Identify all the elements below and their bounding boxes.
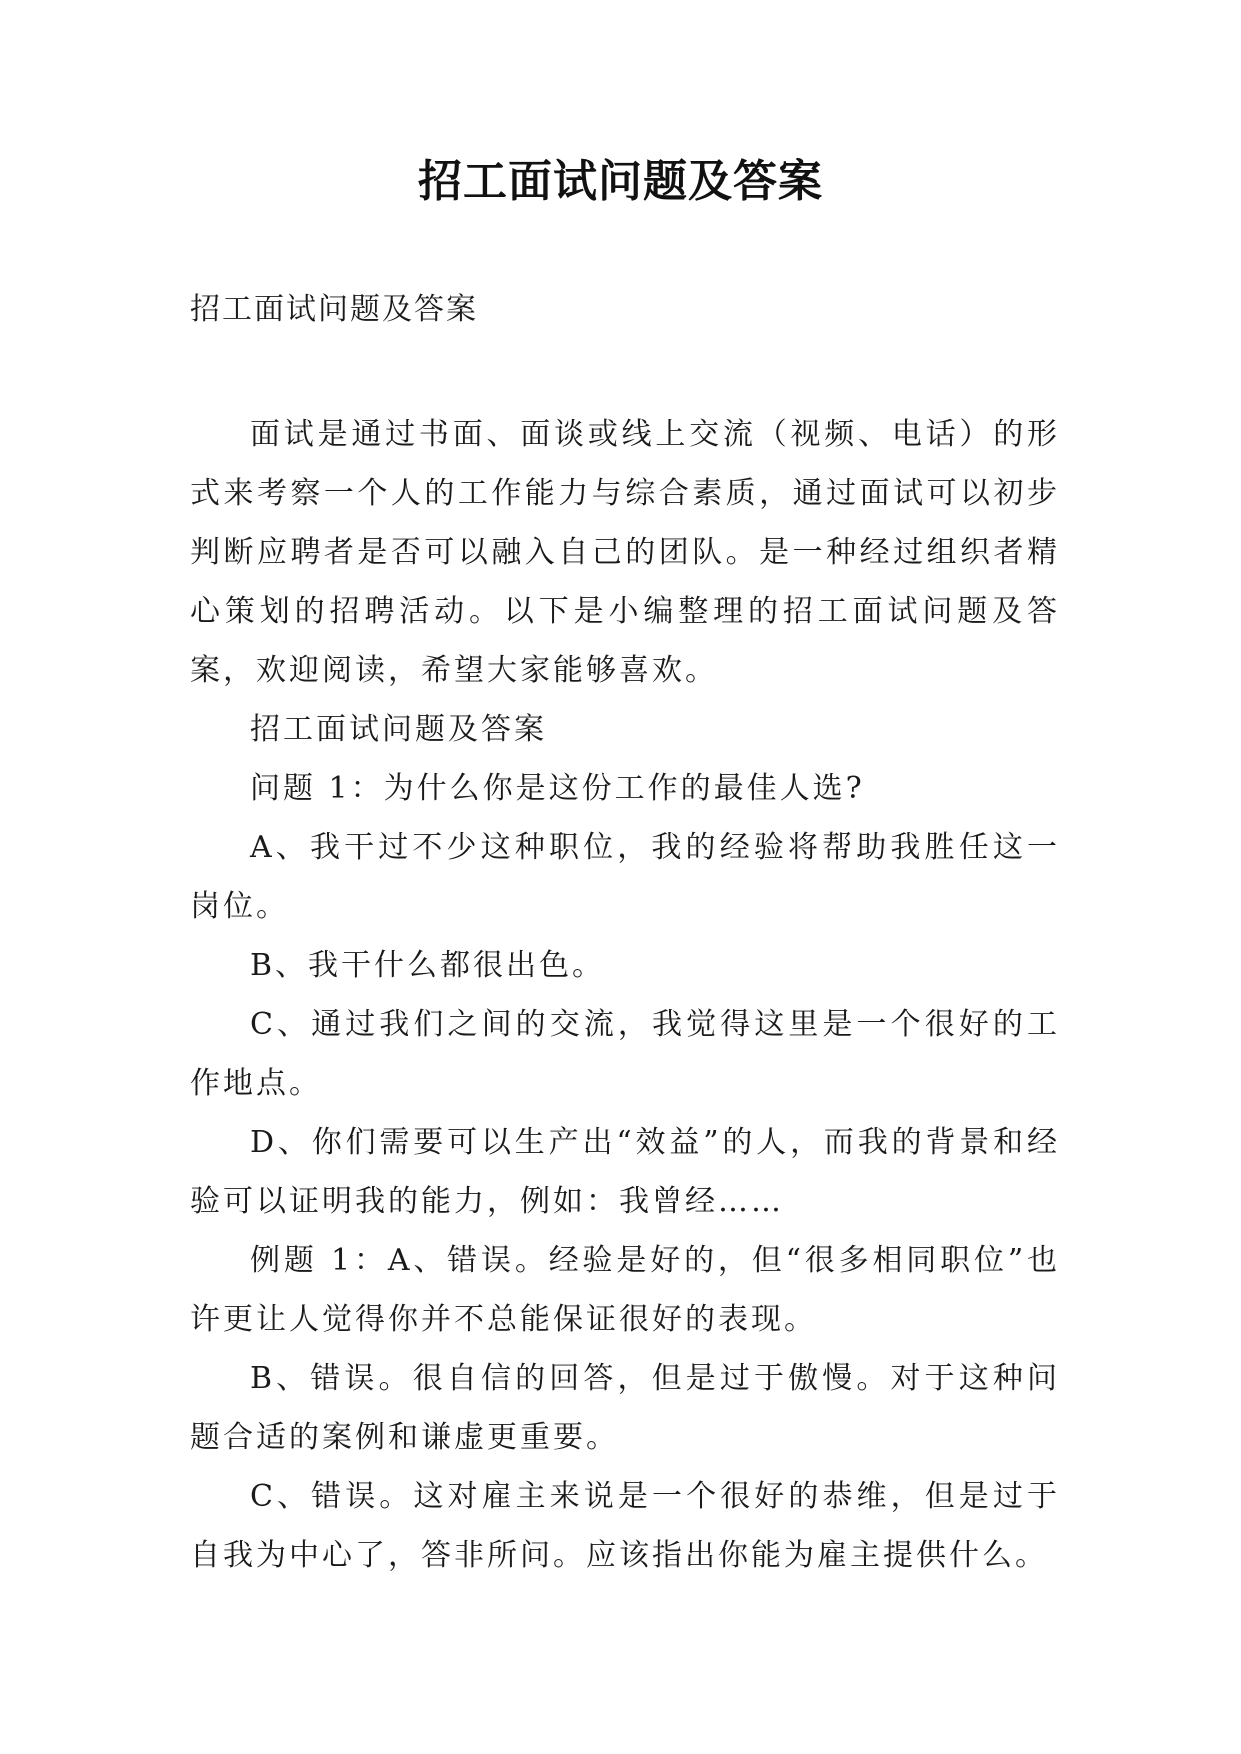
document-body [190,405,1060,1585]
document-title: 招工面试问题及答案 [418,156,823,207]
paragraph-section-heading: 招工面试问题及答案 [250,712,547,747]
paragraph-option-d: D、你们需要可以生产出“效益”的人，而我的背景和经验可以证明我的能力，例如：我曾经…… [190,1125,1060,1219]
paragraph-option-b: B、我干什么都很出色。 [250,948,606,983]
paragraph-option-c: C、通过我们之间的交流，我觉得这里是一个很好的工作地点。 [190,1007,1060,1101]
paragraph-option-a: A、我干过不少这种职位，我的经验将帮助我胜任这一岗位。 [190,830,1060,924]
paragraph-analysis-c: C、错误。这对雇主来说是一个很好的恭维，但是过于自我为中心了，答非所问。应该指出你能为雇主提供什么。 [190,1479,1060,1573]
paragraph-intro: 面试是通过书面、面谈或线上交流（视频、电话）的形式来考察一个人的工作能力与综合素质，通过面试可以初步判断应聘者是否可以融入自己的团队。是一种经过组织者精心策划的招聘活动。以下是小编整理的招工面试问题及答案，欢迎阅读，希望大家能够喜欢。 [190,417,1060,688]
document-subtitle: 招工面试问题及答案 [190,292,478,327]
paragraph-analysis-b: B、错误。很自信的回答，但是过于傲慢。对于这种问题合适的案例和谦虚更重要。 [190,1361,1060,1455]
paragraph-question-1: 问题 1：为什么你是这份工作的最佳人选? [250,771,865,806]
paragraph-analysis-a: 例题 1：A、错误。经验是好的，但“很多相同职位”也许更让人觉得你并不总能保证很好的表现。 [190,1243,1060,1337]
